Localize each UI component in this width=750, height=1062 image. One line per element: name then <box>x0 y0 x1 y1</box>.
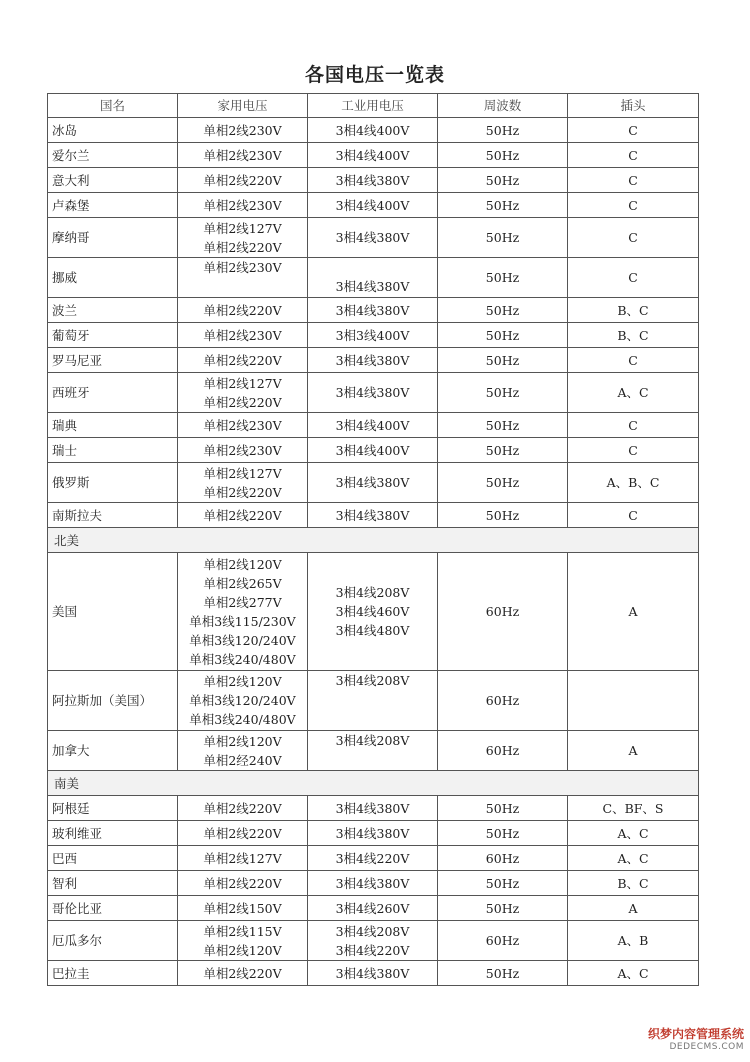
home-voltage-cell <box>178 961 308 986</box>
industrial-voltage-cell <box>308 896 438 921</box>
table-row <box>48 553 699 671</box>
home-voltage-cell-line: 单相2线220V <box>203 507 282 523</box>
region-label: 北美 <box>48 528 699 553</box>
frequency-cell: 50Hz <box>438 503 568 528</box>
country-cell: 厄瓜多尔 <box>48 921 178 961</box>
home-voltage-cell-line: 单相2线230V <box>203 417 282 433</box>
country-cell: 阿根廷 <box>48 796 178 821</box>
home-voltage-cell <box>178 821 308 846</box>
industrial-voltage-cell-line: 3相4线380V <box>335 800 410 816</box>
table-row <box>48 298 699 323</box>
industrial-voltage-cell-line: 3相4线400V <box>335 197 410 213</box>
home-voltage-cell-line: 单相3线115/230V <box>189 613 296 629</box>
home-voltage-cell <box>178 143 308 168</box>
home-voltage-cell-line: 单相2线115V <box>203 923 282 939</box>
home-voltage-cell-line: 单相2线127V <box>203 850 282 866</box>
home-voltage-cell <box>178 553 308 671</box>
country-cell: 冰岛 <box>48 118 178 143</box>
header-home-voltage: 家用电压 <box>178 94 308 118</box>
region-label: 南美 <box>48 771 699 796</box>
plug-cell: A、B、C <box>568 463 699 503</box>
industrial-voltage-cell <box>308 821 438 846</box>
home-voltage-cell <box>178 463 308 503</box>
industrial-voltage-cell-line: 3相4线208V <box>335 673 410 688</box>
frequency-cell: 50Hz <box>438 438 568 463</box>
plug-cell: C <box>568 348 699 373</box>
home-voltage-cell-line: 单相2线127V <box>203 465 282 481</box>
frequency-cell: 50Hz <box>438 961 568 986</box>
industrial-voltage-cell <box>308 168 438 193</box>
home-voltage-cell-line: 单相2线277V <box>203 594 282 610</box>
country-cell: 瑞士 <box>48 438 178 463</box>
page-title: 各国电压一览表 <box>304 64 445 86</box>
country-cell: 葡萄牙 <box>48 323 178 348</box>
home-voltage-cell-line: 单相2线230V <box>203 197 282 213</box>
home-voltage-cell <box>178 348 308 373</box>
home-voltage-cell-line: 单相2线230V <box>203 260 282 275</box>
home-voltage-cell <box>178 896 308 921</box>
home-voltage-cell <box>178 671 308 731</box>
industrial-voltage-cell <box>308 118 438 143</box>
table-row <box>48 438 699 463</box>
industrial-voltage-cell <box>308 323 438 348</box>
country-cell: 摩纳哥 <box>48 218 178 258</box>
industrial-voltage-cell-line: 3相4线380V <box>335 875 410 891</box>
header-frequency: 周波数 <box>438 94 568 118</box>
frequency-cell: 50Hz <box>438 143 568 168</box>
home-voltage-cell-line: 单相2线120V <box>203 733 282 749</box>
frequency-cell: 50Hz <box>438 258 568 298</box>
home-voltage-cell <box>178 871 308 896</box>
industrial-voltage-cell-line: 3相4线380V <box>335 352 410 368</box>
industrial-voltage-cell-line: 3相4线260V <box>335 900 410 916</box>
industrial-voltage-cell <box>308 348 438 373</box>
frequency-cell: 50Hz <box>438 348 568 373</box>
country-cell: 波兰 <box>48 298 178 323</box>
home-voltage-cell-line: 单相2线150V <box>203 900 282 916</box>
country-cell: 卢森堡 <box>48 193 178 218</box>
table-row <box>48 143 699 168</box>
industrial-voltage-cell-line: 3相4线480V <box>335 623 410 638</box>
frequency-cell: 50Hz <box>438 871 568 896</box>
country-cell: 玻利维亚 <box>48 821 178 846</box>
country-cell: 挪威 <box>48 258 178 298</box>
watermark-line1: 织梦内容管理系统 <box>647 1027 744 1041</box>
frequency-cell: 50Hz <box>438 896 568 921</box>
frequency-cell: 50Hz <box>438 413 568 438</box>
industrial-voltage-cell <box>308 218 438 258</box>
industrial-voltage-cell <box>308 671 438 731</box>
plug-cell: C <box>568 168 699 193</box>
industrial-voltage-cell-line: 3相4线220V <box>335 942 410 958</box>
industrial-voltage-cell <box>308 298 438 323</box>
country-cell: 巴拉圭 <box>48 961 178 986</box>
industrial-voltage-cell-line <box>312 258 433 277</box>
frequency-cell: 60Hz <box>438 921 568 961</box>
plug-cell: C <box>568 193 699 218</box>
plug-cell: C <box>568 218 699 258</box>
home-voltage-cell <box>178 921 308 961</box>
home-voltage-cell-line: 单相2线220V <box>203 965 282 981</box>
industrial-voltage-cell-line: 3相4线208V <box>335 585 410 600</box>
plug-cell <box>568 671 699 731</box>
home-voltage-cell <box>178 373 308 413</box>
home-voltage-cell-line: 单相2线120V <box>203 674 282 689</box>
table-row <box>48 921 699 961</box>
home-voltage-cell-line: 单相3线120/240V <box>189 632 296 648</box>
frequency-cell: 60Hz <box>438 846 568 871</box>
frequency-cell: 50Hz <box>438 373 568 413</box>
frequency-cell: 50Hz <box>438 821 568 846</box>
home-voltage-cell <box>178 258 308 298</box>
industrial-voltage-cell-line: 3相4线208V <box>335 733 410 748</box>
industrial-voltage-cell <box>308 373 438 413</box>
watermark-line2: DEDECMS.COM <box>669 1042 744 1052</box>
industrial-voltage-cell <box>308 846 438 871</box>
home-voltage-cell-line: 单相2线220V <box>203 302 282 318</box>
industrial-voltage-cell <box>308 258 438 298</box>
home-voltage-cell <box>178 731 308 771</box>
country-cell: 加拿大 <box>48 731 178 771</box>
country-cell: 美国 <box>48 553 178 671</box>
industrial-voltage-cell <box>308 961 438 986</box>
table-row <box>48 731 699 771</box>
industrial-voltage-cell-line: 3相4线400V <box>335 442 410 458</box>
voltage-table <box>47 93 699 986</box>
plug-cell: C <box>568 143 699 168</box>
region-row <box>48 528 699 553</box>
region-row <box>48 771 699 796</box>
industrial-voltage-cell-line: 3相4线220V <box>335 850 410 866</box>
frequency-cell: 50Hz <box>438 218 568 258</box>
frequency-cell: 50Hz <box>438 168 568 193</box>
home-voltage-cell-line: 单相3线240/480V <box>189 651 296 667</box>
frequency-cell: 60Hz <box>438 553 568 671</box>
industrial-voltage-cell <box>308 503 438 528</box>
plug-cell: B、C <box>568 298 699 323</box>
industrial-voltage-cell-line: 3相4线380V <box>335 475 410 490</box>
industrial-voltage-cell-line: 3相4线380V <box>335 385 410 400</box>
table-row <box>48 821 699 846</box>
plug-cell: B、C <box>568 323 699 348</box>
plug-cell: B、C <box>568 871 699 896</box>
table-row <box>48 961 699 986</box>
table-body <box>48 118 699 986</box>
frequency-cell: 60Hz <box>438 671 568 731</box>
country-cell: 爱尔兰 <box>48 143 178 168</box>
watermark <box>648 1028 744 1054</box>
home-voltage-cell <box>178 193 308 218</box>
table-row <box>48 413 699 438</box>
home-voltage-cell-line: 单相2线127V <box>203 220 282 236</box>
home-voltage-cell-line: 单相2线220V <box>203 484 282 500</box>
home-voltage-cell <box>178 298 308 323</box>
home-voltage-cell <box>178 218 308 258</box>
home-voltage-cell-line: 单相2线120V <box>203 942 282 958</box>
industrial-voltage-cell <box>308 413 438 438</box>
industrial-voltage-cell-line: 3相4线400V <box>335 417 410 433</box>
plug-cell: A、B <box>568 921 699 961</box>
industrial-voltage-cell <box>308 463 438 503</box>
table-row <box>48 168 699 193</box>
table-row <box>48 896 699 921</box>
plug-cell: C <box>568 438 699 463</box>
home-voltage-cell-line: 单相2线220V <box>203 394 282 410</box>
plug-cell: A <box>568 553 699 671</box>
industrial-voltage-cell <box>308 438 438 463</box>
home-voltage-cell <box>178 846 308 871</box>
industrial-voltage-cell-line: 3相4线380V <box>335 507 410 523</box>
table-row <box>48 373 699 413</box>
table-row <box>48 796 699 821</box>
industrial-voltage-cell-line: 3相4线400V <box>335 147 410 163</box>
country-cell: 智利 <box>48 871 178 896</box>
table-header-row <box>48 94 699 118</box>
industrial-voltage-cell-line: 3相4线400V <box>335 122 410 138</box>
home-voltage-cell-line: 单相3线240/480V <box>189 712 296 727</box>
home-voltage-cell-line: 单相2线230V <box>203 147 282 163</box>
table-row <box>48 463 699 503</box>
home-voltage-cell-line: 单相2经240V <box>203 752 282 768</box>
industrial-voltage-cell <box>308 921 438 961</box>
home-voltage-cell-line: 单相2线220V <box>203 239 282 255</box>
country-cell: 哥伦比亚 <box>48 896 178 921</box>
table-row <box>48 348 699 373</box>
table-row <box>48 323 699 348</box>
header-country: 国名 <box>48 94 178 118</box>
home-voltage-cell <box>178 796 308 821</box>
home-voltage-cell <box>178 118 308 143</box>
home-voltage-cell-line: 单相2线220V <box>203 172 282 188</box>
frequency-cell: 50Hz <box>438 323 568 348</box>
country-cell: 俄罗斯 <box>48 463 178 503</box>
home-voltage-cell-line: 单相2线230V <box>203 327 282 343</box>
plug-cell: C、BF、S <box>568 796 699 821</box>
plug-cell: A、C <box>568 846 699 871</box>
plug-cell: A、C <box>568 821 699 846</box>
table-row <box>48 846 699 871</box>
home-voltage-cell-line: 单相2线230V <box>203 442 282 458</box>
table-row <box>48 258 699 298</box>
industrial-voltage-cell <box>308 553 438 671</box>
home-voltage-cell <box>178 503 308 528</box>
header-plug: 插头 <box>568 94 699 118</box>
industrial-voltage-cell-line: 3相3线400V <box>335 327 410 343</box>
industrial-voltage-cell-line: 3相4线380V <box>335 230 410 245</box>
industrial-voltage-cell <box>308 731 438 771</box>
plug-cell: C <box>568 258 699 298</box>
home-voltage-cell <box>178 323 308 348</box>
industrial-voltage-cell <box>308 193 438 218</box>
header-industrial-voltage: 工业用电压 <box>308 94 438 118</box>
frequency-cell: 50Hz <box>438 298 568 323</box>
industrial-voltage-cell-line: 3相4线460V <box>335 604 410 619</box>
home-voltage-cell <box>178 168 308 193</box>
country-cell: 南斯拉夫 <box>48 503 178 528</box>
home-voltage-cell <box>178 413 308 438</box>
home-voltage-cell-line: 单相3线120/240V <box>189 693 296 708</box>
country-cell: 西班牙 <box>48 373 178 413</box>
plug-cell: C <box>568 503 699 528</box>
frequency-cell: 50Hz <box>438 118 568 143</box>
home-voltage-cell-line: 单相2线220V <box>203 352 282 368</box>
industrial-voltage-cell <box>308 871 438 896</box>
industrial-voltage-cell-line: 3相4线380V <box>335 825 410 841</box>
plug-cell: A <box>568 731 699 771</box>
frequency-cell: 50Hz <box>438 463 568 503</box>
plug-cell: A、C <box>568 373 699 413</box>
table-row <box>48 193 699 218</box>
frequency-cell: 60Hz <box>438 731 568 771</box>
industrial-voltage-cell <box>308 143 438 168</box>
country-cell: 阿拉斯加（美国） <box>48 671 178 731</box>
table-row <box>48 871 699 896</box>
country-cell: 巴西 <box>48 846 178 871</box>
industrial-voltage-cell-line: 3相4线208V <box>335 923 410 939</box>
home-voltage-cell-line: 单相2线120V <box>203 556 282 572</box>
industrial-voltage-cell-line: 3相4线380V <box>335 172 410 188</box>
country-cell: 意大利 <box>48 168 178 193</box>
country-cell: 罗马尼亚 <box>48 348 178 373</box>
industrial-voltage-cell-line: 3相4线380V <box>335 302 410 318</box>
home-voltage-cell-line: 单相2线127V <box>203 375 282 391</box>
home-voltage-cell-line: 单相2线230V <box>203 122 282 138</box>
frequency-cell: 50Hz <box>438 796 568 821</box>
plug-cell: C <box>568 413 699 438</box>
plug-cell: C <box>568 118 699 143</box>
frequency-cell: 50Hz <box>438 193 568 218</box>
industrial-voltage-cell-line: 3相4线380V <box>335 965 410 981</box>
table-row <box>48 503 699 528</box>
country-cell: 瑞典 <box>48 413 178 438</box>
table-row <box>48 218 699 258</box>
home-voltage-cell-line: 单相2线220V <box>203 825 282 841</box>
table-row <box>48 671 699 731</box>
home-voltage-cell <box>178 438 308 463</box>
home-voltage-cell-line: 单相2线220V <box>203 800 282 816</box>
plug-cell: A、C <box>568 961 699 986</box>
industrial-voltage-cell-line: 3相4线380V <box>335 279 410 294</box>
industrial-voltage-cell <box>308 796 438 821</box>
home-voltage-cell-line: 单相2线265V <box>203 575 282 591</box>
plug-cell: A <box>568 896 699 921</box>
table-row <box>48 118 699 143</box>
home-voltage-cell-line: 单相2线220V <box>203 875 282 891</box>
